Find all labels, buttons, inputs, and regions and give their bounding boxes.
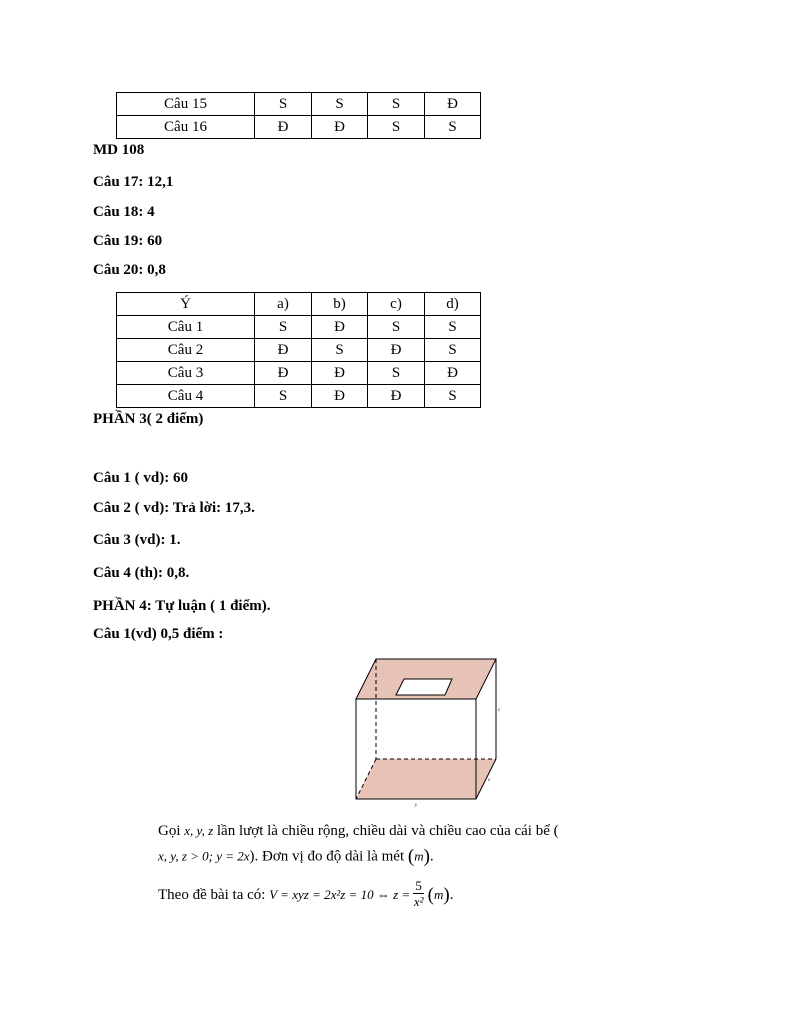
table-row xyxy=(117,93,481,116)
table-row xyxy=(117,362,481,385)
table-cell: Đ xyxy=(312,385,368,408)
solution-paragraph-1 xyxy=(158,823,559,840)
table-cell: Câu 3 xyxy=(117,362,255,385)
table-row xyxy=(117,316,481,339)
table-cell: Câu 16 xyxy=(117,116,255,139)
table-row xyxy=(117,385,481,408)
text: Gọi xyxy=(158,823,185,839)
table-cell: Đ xyxy=(368,385,425,408)
text: ). Đơn vị đo độ dài là mét xyxy=(249,848,408,865)
math-vars: x, y, z xyxy=(184,823,214,838)
solution-paragraph-2: x, y, z > 0; y = 2x). Đơn vị đo độ dài là mét (m). xyxy=(158,846,434,867)
part3-item: Câu 3 (vd): 1. xyxy=(93,532,181,548)
answer-table-top xyxy=(116,92,481,139)
table-cell: Đ xyxy=(312,116,368,139)
text: Theo đề bài ta có: xyxy=(158,886,270,903)
table-cell: Đ xyxy=(425,362,481,385)
table-cell: Câu 4 xyxy=(117,385,255,408)
answer-line: Câu 17: 12,1 xyxy=(93,174,174,190)
math-unit: m xyxy=(414,848,424,864)
table-cell: S xyxy=(255,93,312,116)
table-cell: S xyxy=(368,316,425,339)
part4-heading: PHẦN 4: Tự luận ( 1 điểm). xyxy=(93,598,271,614)
table-cell: S xyxy=(312,93,368,116)
answer-line: Câu 18: 4 xyxy=(93,204,155,220)
text: . xyxy=(449,886,454,903)
table-cell: Đ xyxy=(255,362,312,385)
table-cell: Câu 15 xyxy=(117,93,255,116)
label-y: y xyxy=(415,803,418,807)
table-cell: Đ xyxy=(255,116,312,139)
fraction-numerator: 5 xyxy=(415,878,422,893)
math-condition: x, y, z > 0; y = 2x xyxy=(158,848,250,864)
label-z: z xyxy=(498,708,500,713)
table-header-cell: Ý xyxy=(117,293,255,316)
solution-paragraph-3: Theo đề bài ta có: V = xyz = 2x²z = 10 ⇔ z = $\frac{5}{\text{x²}}$ (m). xyxy=(158,878,454,909)
table-cell: S xyxy=(425,316,481,339)
text: lần lượt là chiều rộng, chiều dài và chiều cao của cái bể ( xyxy=(213,823,559,839)
table-cell: S xyxy=(368,93,425,116)
table-row xyxy=(117,339,481,362)
label-x: x xyxy=(488,778,491,783)
box-bottom-face xyxy=(356,759,496,799)
answer-table-mid xyxy=(116,292,481,408)
answer-line: Câu 19: 60 xyxy=(93,233,163,249)
part3-item: Câu 2 ( vd): Trả lời: 17,3. xyxy=(93,500,255,516)
table-header-cell: b) xyxy=(312,293,368,316)
table-cell: Đ xyxy=(368,339,425,362)
table-header-cell: c) xyxy=(368,293,425,316)
part4-question: Câu 1(vd) 0,5 điểm : xyxy=(93,626,224,642)
top-opening xyxy=(396,679,452,695)
part3-heading: PHẦN 3( 2 điểm) xyxy=(93,411,204,427)
text: . xyxy=(429,848,434,865)
table-row xyxy=(117,116,481,139)
fraction-denominator: x² xyxy=(413,894,424,909)
box-diagram xyxy=(350,655,500,807)
table-header-cell: a) xyxy=(255,293,312,316)
math-equation: V = xyz = 2x²z = 10 ⇔ z = xyxy=(269,886,414,902)
table-cell: S xyxy=(425,116,481,139)
table-cell: S xyxy=(255,385,312,408)
table-cell: S xyxy=(368,116,425,139)
md-label: MD 108 xyxy=(93,142,145,158)
math-unit: m xyxy=(433,886,444,902)
table-cell: S xyxy=(312,339,368,362)
table-cell: Câu 1 xyxy=(117,316,255,339)
table-cell: Câu 2 xyxy=(117,339,255,362)
table-cell: S xyxy=(255,316,312,339)
table-cell: Đ xyxy=(425,93,481,116)
table-cell: S xyxy=(368,362,425,385)
part3-item: Câu 1 ( vd): 60 xyxy=(93,470,189,486)
table-cell: S xyxy=(425,385,481,408)
table-cell: Đ xyxy=(255,339,312,362)
table-header-cell: d) xyxy=(425,293,481,316)
part3-item: Câu 4 (th): 0,8. xyxy=(93,565,190,581)
fraction xyxy=(413,878,424,909)
table-header-row xyxy=(117,293,481,316)
table-cell: Đ xyxy=(312,362,368,385)
table-cell: Đ xyxy=(312,316,368,339)
answer-line: Câu 20: 0,8 xyxy=(93,262,166,278)
table-cell: S xyxy=(425,339,481,362)
